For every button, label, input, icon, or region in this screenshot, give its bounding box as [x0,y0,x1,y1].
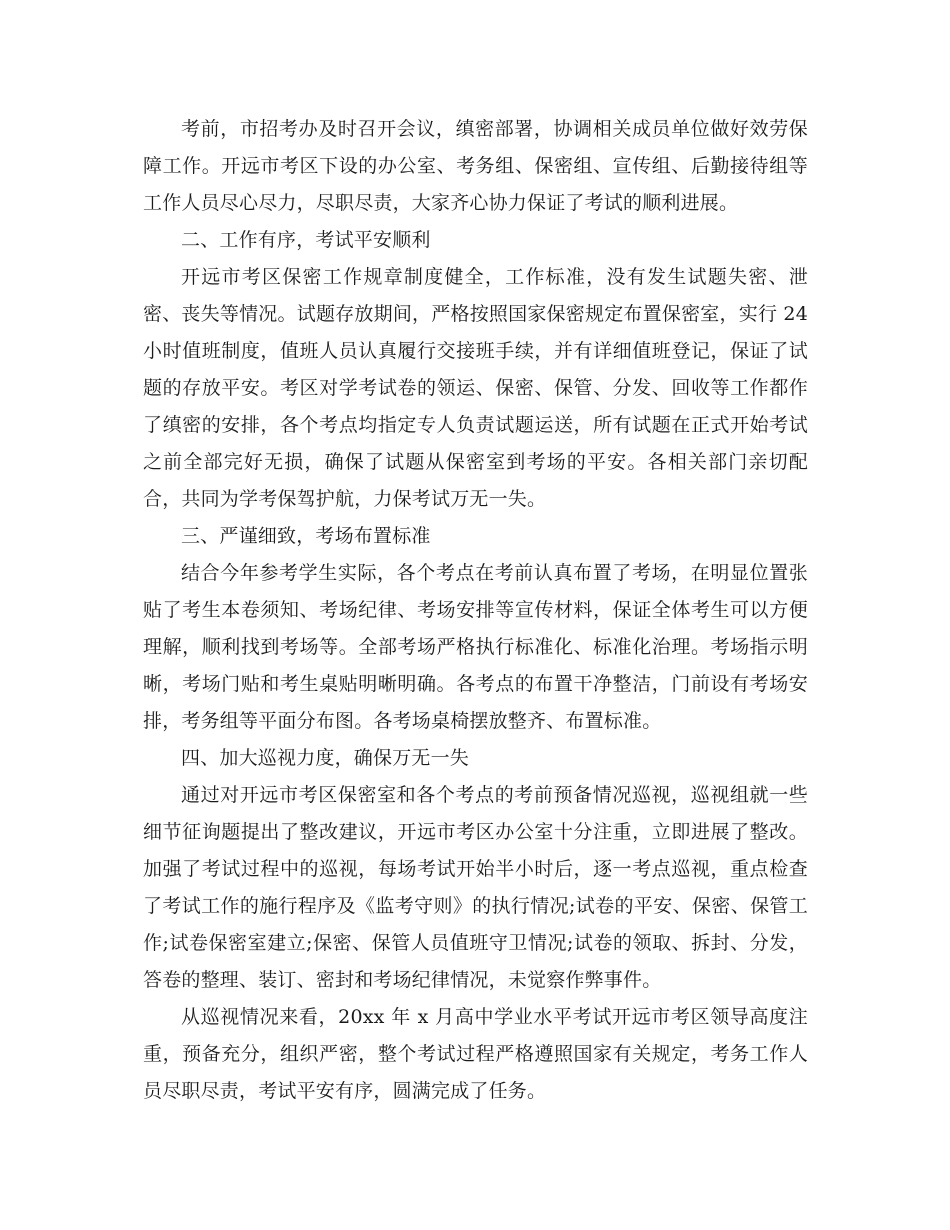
paragraph-confidentiality: 开远市考区保密工作规章制度健全，工作标准，没有发生试题失密、泄密、丧失等情况。试题存放期间，严格按照国家保密规定布置保密室，实行 24 小时值班制度，值班人员认真履行交接班手续，并有详细值班登记，保证了试题的存放平安。考区对学考试卷的领运、保密、保管、分发、回收等工作都作了缜密的安排，各个考点均指定专人负责试题运送，所有试题在正式开始考试之前全部完好无损，确保了试题从保密室到考场的平安。各相关部门亲切配合，共同为学考保驾护航，力保考试万无一失。 [143,266,808,510]
section-heading-3: 三、严谨细致，考场布置标准 [181,525,431,547]
section-heading-4: 四、加大巡视力度，确保万无一失 [181,747,470,769]
paragraph-exam-room-setup: 结合今年参考学生实际，各个考点在考前认真布置了考场，在明显位置张贴了考生本卷须知、考场纪律、考场安排等宣传材料，保证全体考生可以方便理解，顺利找到考场等。全部考场严格执行标准化、标准化治理。考场指示明晰，考场门贴和考生桌贴明晰明确。各考点的布置干净整洁，门前设有考场安排，考务组等平面分布图。各考场桌椅摆放整齐、布置标准。 [143,562,808,732]
section-heading-2: 二、工作有序，考试平安顺利 [181,229,431,251]
paragraph-preparation: 考前，市招考办及时召开会议，缜密部署，协调相关成员单位做好效劳保障工作。开远市考区下设的办公室、考务组、保密组、宣传组、后勤接待组等工作人员尽心尽力，尽职尽责，大家齐心协力保证了考试的顺利进展。 [143,118,808,214]
document-body [143,111,808,1110]
paragraph-inspection: 通过对开远市考区保密室和各个考点的考前预备情况巡视，巡视组就一些细节征询题提出了整改建议，开远市考区办公室十分注重，立即进展了整改。加强了考试过程中的巡视，每场考试开始半小时后，逐一考点巡视，重点检查了考试工作的施行程序及《监考守则》的执行情况;试卷的平安、保密、保管工作;试卷保密室建立;保密、保管人员值班守卫情况;试卷的领取、拆封、分发，答卷的整理、装订、密封和考场纪律情况，未觉察作弊事件。 [143,784,808,991]
paragraph-conclusion: 从巡视情况来看，20xx 年 x 月高中学业水平考试开远市考区领导高度注重，预备充分，组织严密，整个考试过程严格遵照国家有关规定，考务工作人员尽职尽责，考试平安有序，圆满完成了任务。 [143,1006,808,1102]
